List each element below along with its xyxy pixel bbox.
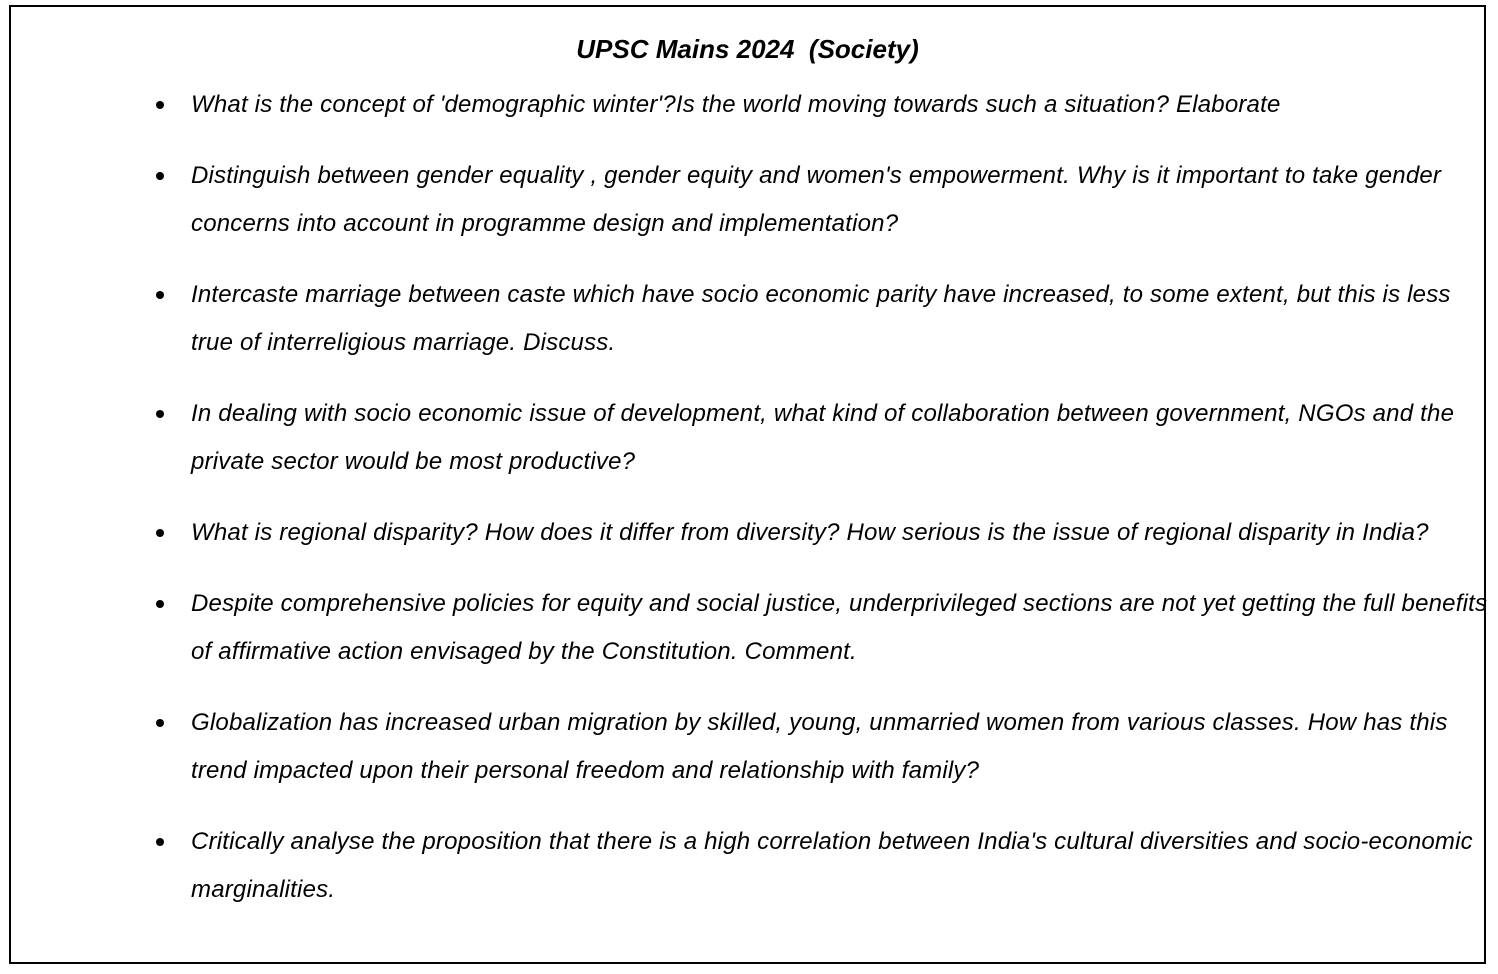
question-text: What is regional disparity? How does it differ from diversity? How serious is the issue of regional disparity in India? [191, 519, 1429, 546]
question-item [11, 580, 1491, 676]
question-text: What is the concept of 'demographic winter'?Is the world moving towards such a situation? Elaborate [191, 91, 1281, 118]
question-item [11, 152, 1491, 248]
document-frame [9, 5, 1486, 964]
question-text: Critically analyse the proposition that there is a high correlation between India's cultural diversities and socio-economic marginalities. [191, 828, 1473, 903]
question-text: In dealing with socio economic issue of development, what kind of collaboration between government, NGOs and the private sector would be most productive? [191, 400, 1455, 475]
document-title: UPSC Mains 2024 (Society) [576, 34, 919, 64]
question-list [11, 81, 1491, 937]
question-text: Distinguish between gender equality , gender equity and women's empowerment. Why is it important to take gender concerns into account in programme design and implementation? [191, 162, 1442, 237]
bullet-icon [156, 101, 164, 109]
bullet-icon [156, 172, 164, 180]
question-item [11, 699, 1491, 795]
question-text: Globalization has increased urban migration by skilled, young, unmarried women from various classes. How has this trend impacted upon their personal freedom and relationship with family? [191, 709, 1448, 784]
question-item [11, 390, 1491, 486]
bullet-icon [156, 838, 164, 846]
question-text: Intercaste marriage between caste which have socio economic parity have increased, to some extent, but this is less true of interreligious marriage. Discuss. [191, 281, 1451, 356]
bullet-icon [156, 410, 164, 418]
question-item [11, 81, 1491, 129]
question-item [11, 818, 1491, 914]
bullet-icon [156, 719, 164, 727]
bullet-icon [156, 291, 164, 299]
bullet-icon [156, 529, 164, 537]
question-item [11, 509, 1491, 557]
bullet-icon [156, 600, 164, 608]
question-item [11, 271, 1491, 367]
question-text: Despite comprehensive policies for equity and social justice, underprivileged sections are not yet getting the full benefits of affirmative action envisaged by the Constitution. Comment. [191, 590, 1488, 665]
